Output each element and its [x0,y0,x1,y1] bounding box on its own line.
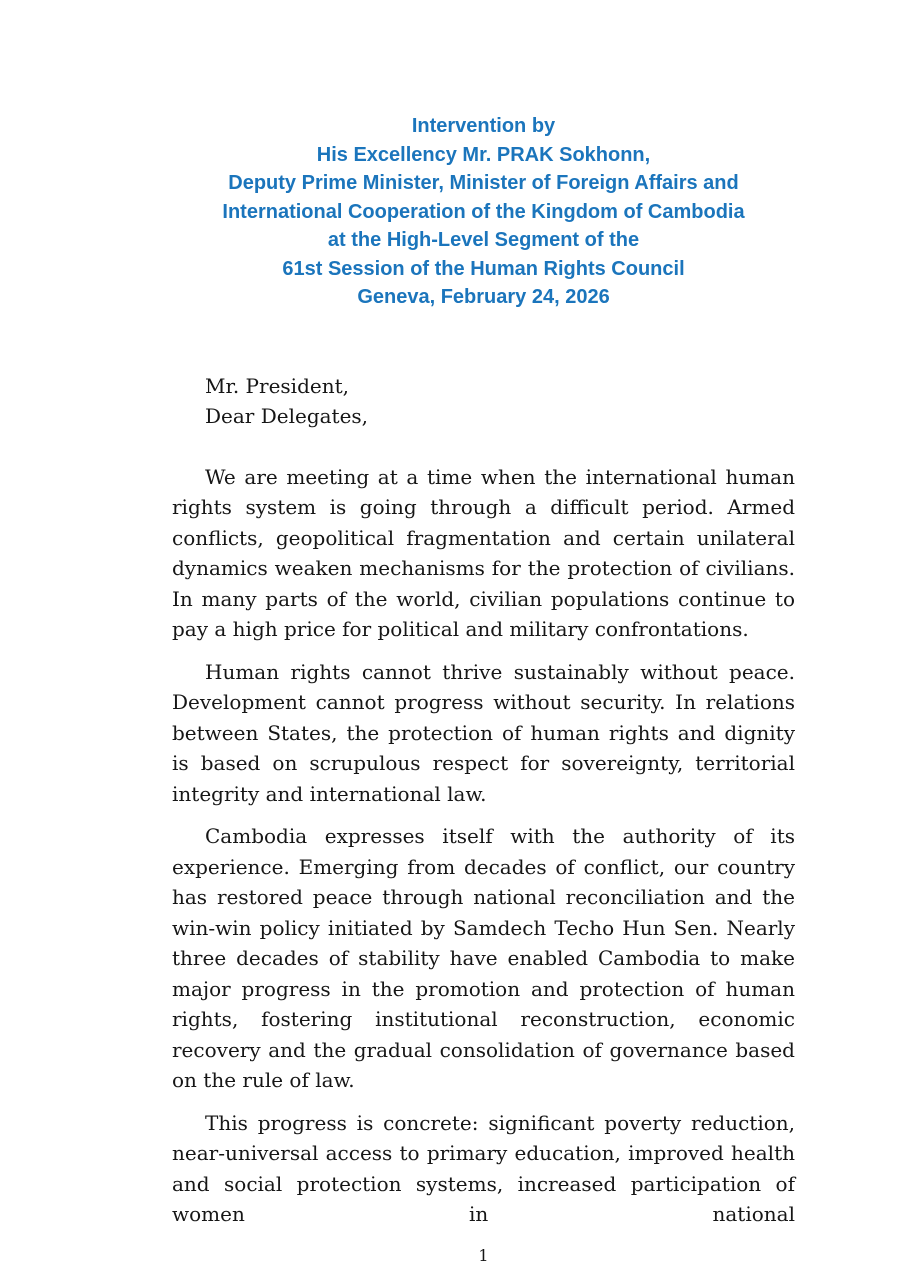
title-line: Geneva, February 24, 2026 [357,286,610,308]
title-line: Intervention by [411,115,556,137]
title-line: at the High-Level Segment of the [327,229,640,251]
body-paragraph: We are meeting at a time when the international human rights system is going through a difficult period. Armed conflicts, geopolitical fragmentation and certain unilateral dynamics weaken mechanisms for the protection of civilians. In many parts of the world, civilian populations continue to pay a high price for political and military confrontations. [172,464,795,641]
body-paragraph: Cambodia expresses itself with the authority of its experience. Emerging from decades of conflict, our country has restored peace through national reconciliation and the win-win policy initiated by Samdech Techo Hun Sen. Nearly three decades of stability have enabled Cambodia to make major progress in the promotion and protection of human rights, fostering institutional reconstruction, economic recovery and the gradual consolidation of governance based on the rule of law. [172,824,795,1092]
document-title [172,0,795,312]
body-paragraph: Human rights cannot thrive sustainably without peace. Development cannot progress without security. In relations between States, the protection of human rights and dignity is based on scrupulous respect for sovereignty, territorial integrity and international law. [172,659,795,806]
salutation [172,371,795,432]
title-line: International Cooperation of the Kingdom of Cambodia [222,200,745,223]
body-paragraph: This progress is concrete: significant poverty reduction, near-universal access to primary education, improved health and social protection systems, increased participation of women in national [172,1110,795,1226]
salutation-line: Mr. President, [205,373,349,398]
salutation-line: Dear Delegates, [205,404,369,428]
document-content [172,0,795,1266]
title-line: Deputy Prime Minister, Minister of Foreign Affairs and [228,172,739,194]
page-number: 1 [478,1245,489,1265]
title-line: 61st Session of the Human Rights Council [282,257,685,280]
title-line: His Excellency Mr. PRAK Sokhonn, [316,143,651,166]
document-body [172,371,795,1266]
